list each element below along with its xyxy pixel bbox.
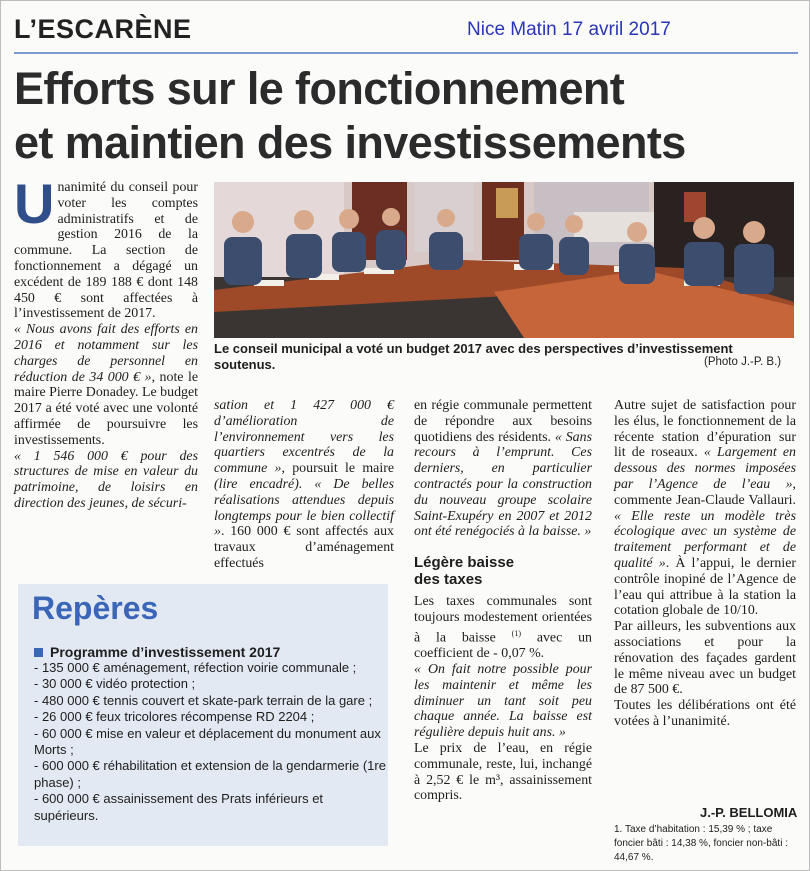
footnote: 1. Taxe d’habitation : 15,39 % ; taxe foncier bâti : 14,38 %, foncier non-bâti : 44,67 %. bbox=[614, 824, 788, 863]
text: en régie communale permettent de répondre aux besoins quotidiens des résidents. bbox=[414, 398, 592, 445]
paragraph: Le prix de l’eau, en régie communale, reste, lui, inchangé à 2,52 € le m³, assainissement compris. bbox=[414, 740, 592, 804]
quote: « Largement en dessous des normes imposées par l’Agence de l’eau » bbox=[614, 445, 796, 492]
header-rule bbox=[14, 52, 798, 54]
subheading-line-2: des taxes bbox=[414, 571, 483, 589]
program-item: - 480 000 € tennis couvert et skate-park terrain de la gare ; bbox=[34, 692, 373, 708]
photo-credit: (Photo J.-P. B.) bbox=[704, 356, 782, 368]
text: . À l’appui, le dernier contrôle inopiné de l’Agence de l’eau qui attribue à la station la cotation globale de 10/10. bbox=[614, 555, 796, 619]
subheading bbox=[414, 554, 592, 588]
paragraph bbox=[14, 322, 198, 448]
quote: (lire encadré). « De belles réalisations attendues depuis longtemps pour le bien collectif » bbox=[214, 476, 394, 540]
text: , note le maire Pierre Donadey. Le budget 2017 a été voté avec une volonté affirmée de poursuivre les investissements. bbox=[14, 369, 199, 448]
source-label: Nice Matin 17 avril 2017 bbox=[467, 19, 671, 40]
text: Autre sujet de satisfaction pour les élus, le fonctionnement de la récente station d’épuration sur lit de roseaux. bbox=[614, 398, 796, 461]
program-item: - 60 000 € mise en valeur et déplacement du monument aux Morts ; bbox=[34, 725, 381, 758]
lead-text: nanimité du conseil pour voter les comptes administratifs et de gestion 2016 de la commune. La section de fonctionnement a dégagé un excédent de 189 188 € dont 148 450 € sont affectées à l’investissement de 2017. bbox=[14, 180, 198, 322]
headline-line-2: et maintien des investissements bbox=[14, 117, 686, 168]
lead-paragraph bbox=[14, 172, 198, 322]
text: , commente Jean-Claude Vallauri. bbox=[614, 476, 796, 508]
quote: « Sans recours à l’emprunt. Ces derniers, en particulier contractés pour la construction du nouveau groupe scolaire Saint-Exupéry en 2007 et 2012 ont été renégociés à la baisse. » bbox=[414, 429, 592, 540]
paragraph: Par ailleurs, les subventions aux associations et pour la rénovation des façades gardent le même niveau avec un budget de 87 500 €. bbox=[614, 619, 796, 698]
headline-line-1: Efforts sur le fonctionnement bbox=[14, 63, 625, 114]
text: Les taxes communales sont toujours modestement orientées à la baisse bbox=[414, 594, 592, 646]
photo-caption: Le conseil municipal a voté un budget 2017 avec des perspectives d’investissement soutenus. bbox=[214, 341, 733, 372]
subheading-line-1: Légère baisse bbox=[414, 554, 515, 572]
paragraph bbox=[214, 398, 394, 572]
program-item: - 135 000 € aménagement, réfection voirie communale ; bbox=[34, 660, 357, 675]
section-label: L’ESCARÈNE bbox=[14, 14, 192, 44]
text: avec un coefficient de - 0,07 %. bbox=[414, 630, 592, 662]
quote-paragraph: « 1 546 000 € pour des structures de mise en valeur du patrimoine, de loisirs en direction des jeunes, de sécuri- bbox=[14, 448, 198, 511]
paragraph bbox=[614, 398, 796, 619]
author-signature: J.-P. BELLOMIA bbox=[700, 805, 798, 820]
program-item: - 600 000 € réhabilitation et extension de la gendarmerie (1re phase) ; bbox=[34, 758, 386, 790]
program-item: - 30 000 € vidéo protection ; bbox=[34, 676, 196, 692]
program-title: Programme d’investissement 2017 bbox=[50, 644, 281, 660]
council-photo bbox=[214, 182, 794, 338]
article-column-2 bbox=[214, 398, 394, 572]
quote: « Elle reste un modèle très écologique avec un système de traitement performant et de qualité » bbox=[614, 508, 796, 571]
paragraph bbox=[414, 594, 592, 662]
drop-cap: U bbox=[14, 172, 55, 235]
program-list bbox=[34, 660, 386, 824]
article-column-1 bbox=[14, 172, 199, 512]
quote: sation et 1 427 000 € d’amélioration de l’environnement vers les quartiers excentrés de la commune » bbox=[214, 398, 394, 477]
quote: « Nous avons fait des efforts en 2016 et notamment sur les charges de personnel en réduction de 34 000 € » bbox=[14, 322, 198, 385]
program-item: - 26 000 € feux tricolores récompense RD 2204 ; bbox=[34, 709, 315, 725]
reperes-title: Repères bbox=[32, 590, 159, 626]
paragraph bbox=[414, 398, 592, 540]
text: . 160 000 € sont affectés aux travaux d’aménagement effectués bbox=[214, 524, 394, 571]
quote-paragraph: « On fait notre possible pour les maintenir et même les diminuer un tant soit peu chaque année. La baisse est régulière depuis huit ans. » bbox=[414, 661, 592, 741]
square-bullet-icon bbox=[34, 648, 43, 657]
headline bbox=[14, 62, 804, 170]
council-photo-image bbox=[214, 182, 794, 338]
program-item: - 600 000 € assainissement des Prats inférieurs et supérieurs. bbox=[34, 791, 324, 823]
paragraph: Toutes les délibérations ont été votées à l’unanimité. bbox=[614, 698, 796, 729]
footnote-ref: (1) bbox=[511, 628, 521, 638]
text: , poursuit le maire bbox=[281, 461, 394, 477]
article-column-3 bbox=[414, 398, 592, 804]
article-column-4 bbox=[614, 398, 796, 730]
